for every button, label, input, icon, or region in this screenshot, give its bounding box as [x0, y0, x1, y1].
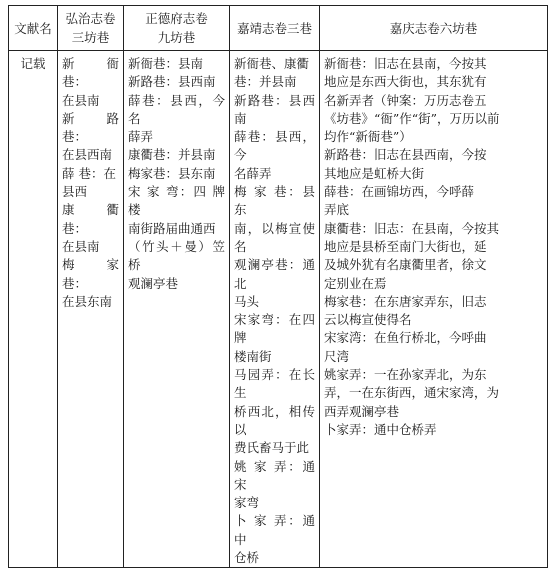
text-line: 新衙巷：县南 [128, 56, 204, 71]
text-line: 定别业在焉 [324, 275, 387, 291]
text-line: 在县东南 [62, 293, 113, 309]
text-line: 观澜亭巷：通北 [234, 257, 315, 291]
cell-zhengde [124, 51, 230, 568]
text-line: 县西 [62, 184, 88, 200]
text-line: 薛弄 [128, 129, 154, 145]
record-row [9, 51, 548, 568]
text-line: 薛巷：县西，今 [234, 129, 315, 163]
row-label: 记载 [9, 51, 58, 568]
cell-jiajing [230, 51, 320, 568]
text-line: 新 衙 巷： [62, 56, 119, 90]
text-line: 马头 [234, 293, 260, 309]
text-line: 薛 巷：在 [62, 165, 116, 181]
header-hongzhi: 弘治志卷 三坊巷 [58, 6, 124, 51]
text-line: 仓桥 [234, 550, 260, 566]
header-jiaqing: 嘉庆志卷六坊巷 [320, 6, 548, 51]
header-jiajing: 嘉靖志卷三巷 [230, 6, 320, 51]
text-line: 《坊巷》“衙”作“街”，万历以前 [324, 110, 500, 126]
text-line: 均作“新衙巷”） [324, 129, 412, 145]
text-line: 地应是县桥至南门大街也，延 [324, 238, 487, 254]
text-line: 新路巷：旧志在县西南，今按 [324, 147, 487, 163]
text-line: 姚 家 弄：通 宋 [234, 458, 315, 492]
text-line: 地应是东西大街也，其东犹有 [324, 74, 487, 90]
header-row [9, 6, 548, 51]
text-line: 巷：并县南 [234, 74, 297, 90]
text-line: 云以梅宣使得名 [324, 312, 412, 328]
text-line: 梅 家 巷：县 东 [234, 184, 315, 218]
text-line: 名新弄者（钟案：万历志卷五 [324, 92, 487, 108]
text-line: 姚家弄：一在孙家弄北，为东 [324, 367, 487, 383]
text-line: 康衢巷：并县南 [128, 147, 216, 163]
text-line: 新衙巷：旧志在县南，今按其 [324, 56, 487, 71]
text-line: 康 衢 巷： [62, 202, 119, 236]
text-line: 名薛弄 [234, 165, 272, 181]
text-line: 卜家弄：通中仓桥弄 [324, 421, 437, 437]
text-line: 薛巷：县西，今名 [128, 92, 225, 126]
text-line: 宋 家 弯：四 牌 楼 [128, 184, 225, 218]
text-line: 其地应是虹桥大街 [324, 165, 425, 181]
text-line: 家弯 [234, 495, 260, 511]
text-line: 楼南街 [234, 348, 272, 364]
text-line: 新路巷：县西南 [234, 92, 315, 126]
header-source-name: 文献名 [9, 6, 58, 51]
text-line: 在县南 [62, 92, 100, 108]
text-line: 弄，一在东街西，通宋家湾，为 [324, 385, 500, 401]
text-line: 新 路 巷： [62, 110, 119, 145]
text-line: 薛巷：在画锦坊西，今呼薛 [324, 184, 475, 200]
text-line: 新路巷：县西南 [128, 74, 216, 90]
text-line: 卜 家 弄：通 中 [234, 513, 315, 547]
text-line: 马园弄：在长生 [234, 367, 315, 401]
lane-records-table [8, 5, 548, 568]
text-line: 及城外犹有名康衢里者，徐文 [324, 257, 487, 273]
text-line: 观澜亭巷 [128, 275, 179, 291]
text-line: 南街路届曲通西 [128, 220, 216, 236]
text-line: 宋家弯：在四牌 [234, 312, 315, 346]
text-line: 梅家巷：县东南 [128, 165, 216, 181]
text-line: 弄底 [324, 202, 350, 218]
text-line: 西弄观澜亭巷 [324, 403, 400, 419]
text-line: 桥西北，相传以 [234, 403, 315, 437]
text-line: 梅家巷：在东唐家弄东，旧志 [324, 293, 487, 309]
text-line: 在县西南 [62, 147, 113, 163]
text-line: 在县南 [62, 238, 100, 254]
text-line: 康衢巷：旧志：在县南，今按其 [324, 220, 500, 236]
text-line: 宋家湾：在鱼行桥北，今呼曲 [324, 330, 487, 346]
text-line: 梅 家 巷： [62, 257, 119, 291]
text-line: 南，以梅宣使名 [234, 220, 315, 254]
text-line: （竹头＋曼）笠桥 [128, 238, 225, 273]
cell-jiaqing [320, 51, 548, 568]
text-line: 新衙巷、康衢 [234, 56, 310, 71]
text-line: 费氏畜马于此 [234, 440, 310, 456]
cell-hongzhi [58, 51, 124, 568]
text-line: 尺湾 [324, 348, 350, 364]
header-zhengde: 正德府志卷 九坊巷 [124, 6, 230, 51]
